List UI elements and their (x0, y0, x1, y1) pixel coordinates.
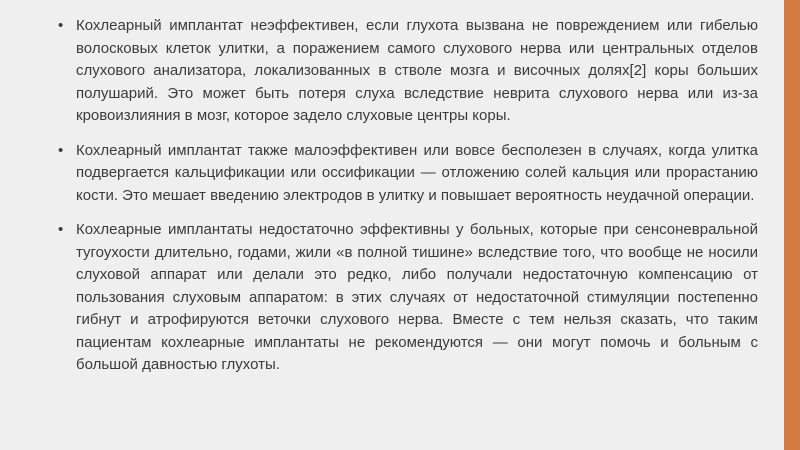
bullet-item (56, 15, 758, 128)
bullet-paragraph: Кохлеарный имплантат неэффективен, если глухота вызвана не повреждением или гибелью волосковых клеток улитки, а поражением самого слухового нерва или центральных отделов слухового анализатора, локализованных в стволе мозга и височных долях[2] коры больших полушарий. Это может быть потеря слуха вследствие неврита слухового нерва или из-за кровоизлияния в мозг, которое задело слуховые центры коры. (76, 17, 758, 124)
bullet-list (56, 15, 758, 389)
bullet-item (56, 140, 758, 208)
bullet-icon: • (58, 221, 64, 238)
accent-bar (784, 0, 800, 450)
bullet-paragraph: Кохлеарные имплантаты недостаточно эффективны у больных, которые при сенсоневральной тугоухости длительно, годами, жили «в полной тишине» вследствие того, что вообще не носили слуховой аппарат или делали это редко, либо получали недостаточную компенсацию от пользования слуховым аппаратом: в этих случаях от недостаточной стимуляции постепенно гибнут и атрофируются веточки слухового нерва. Вместе с тем нельзя сказать, что таким пациентам кохлеарные имплантаты не рекомендуются — они могут помочь и больным с большой давностью глухоты. (76, 221, 758, 373)
bullet-icon: • (58, 17, 64, 34)
bullet-icon: • (58, 141, 64, 159)
bullet-paragraph: Кохлеарный имплантат также малоэффективен или вовсе бесполезен в случаях, когда улитка подвергается кальцификации или оссификации — отложению солей кальция или прорастанию кости. Это мешает введению электродов в улитку и повышает вероятность неудачной операции. (76, 141, 758, 204)
bullet-item (56, 219, 758, 377)
